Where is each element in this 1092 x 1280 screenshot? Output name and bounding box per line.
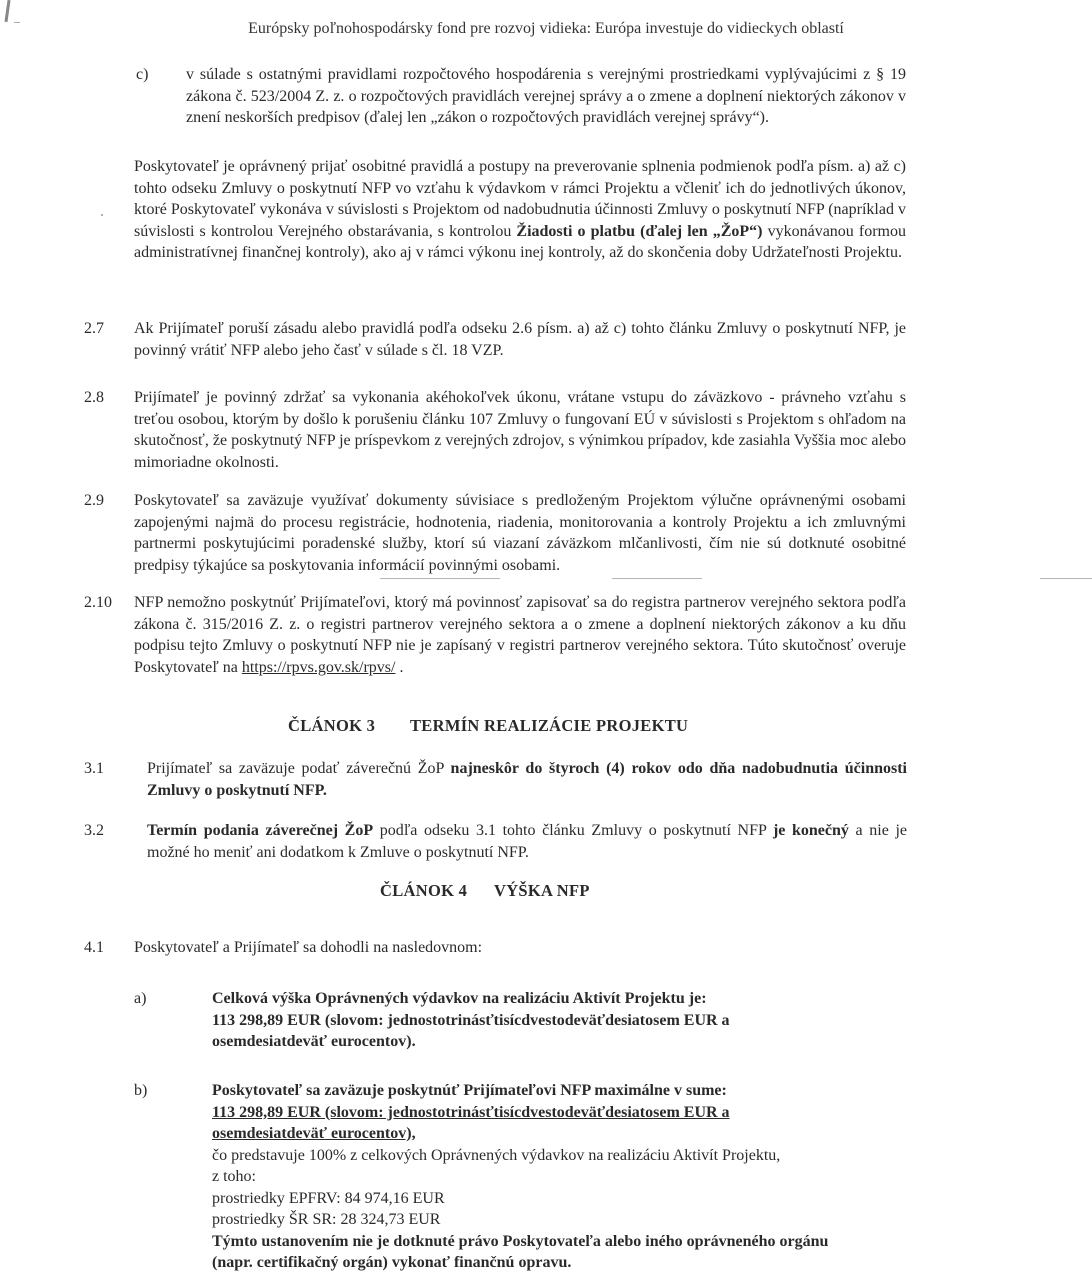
article-3-heading-number: ČLÁNOK 3	[288, 716, 376, 735]
item-a-text: Celková výška Oprávnených výdavkov na realizáciu Aktivít Projektu je: 113 298,89 EUR (slovom: jednostotrinásťtisícdvestodeväťdesiatosem EUR a osemdesiatdeväť eurocentov).	[212, 990, 730, 1050]
paragraph-2-10: NFP nemožno poskytnúť Prijímateľovi, ktorý má povinnosť zapisovať sa do registra partnerov verejného sektora podľa zákona č. 315/2016 Z. z. o registri partnerov verejného sektora a o zmene a doplnení niektorých zákonov a ku dňu podpisu tejto Zmluvy o poskytnutí NFP nie je zapísaný v registri partnerov verejného sektora. Túto skutočnosť overuje Poskytovateľ na https://rpvs.gov.sk/rpvs/ .	[134, 594, 906, 676]
paragraph-number: 3.1	[84, 760, 104, 777]
paragraph-number: 2.10	[84, 594, 112, 611]
item-b-text: Poskytovateľ sa zaväzuje poskytnúť Prijímateľovi NFP maximálne v sume: 113 298,89 EUR (slovom: jednostotrinásťtisícdvestodeväťdesiatosem EUR a osemdesiatdeväť eurocentov), čo predstavuje 100% z celkových Oprávnených výdavkov na realizáciu Aktivít Projektu, z toho: prostriedky EPFRV: 84 974,16 EUR prostriedky ŠR SR: 28 324,73 EUR Týmto ustanovením nie je dotknuté právo Poskytovateľa alebo iného oprávneného orgánu (napr. certifikačný orgán) vykonať finančnú opravu.	[212, 1082, 829, 1271]
article-4-heading-title: VÝŠKA NFP	[494, 881, 590, 900]
page-header: Európsky poľnohospodársky fond pre rozvoj vidieka: Európa investuje do vidieckych oblastí	[248, 20, 844, 37]
paragraph-4-1: Poskytovateľ a Prijímateľ sa dohodli na nasledovnom:	[134, 939, 483, 956]
paragraph-number: 2.8	[84, 389, 104, 406]
article-3-heading-title: TERMÍN REALIZÁCIE PROJEKTU	[410, 716, 689, 735]
rpvs-link[interactable]: https://rpvs.gov.sk/rpvs/	[241, 658, 396, 676]
paragraph-2-7: Ak Prijímateľ poruší zásadu alebo pravidlá podľa odseku 2.6 písm. a) až c) tohto článku Zmluvy o poskytnutí NFP, je povinný vrátiť NFP alebo jeho časť v súlade s čl. 18 VZP.	[134, 320, 906, 359]
item-c-text: v súlade s ostatnými pravidlami rozpočtového hospodárenia s verejnými prostriedkami vyplývajúcimi z § 19 zákona č. 523/2004 Z. z. o rozpočtových pravidlách verejnej správy a o zmene a doplnení niektorých zákonov v znení neskorších predpisov (ďalej len „zákon o rozpočtových pravidlách verejnej správy“).	[186, 66, 906, 126]
paragraph-number: 2.9	[84, 492, 104, 509]
paragraph-2-6-end: Poskytovateľ je oprávnený prijať osobitné pravidlá a postupy na preverovanie splnenia podmienok podľa písm. a) až c) tohto odseku Zmluvy o poskytnutí NFP vo vzťahu k výdavkom v rámci Projektu a včleniť ich do jednotlivých úkonov, ktoré Poskytovateľ vykonáva v súvislosti s Projektom od nadobudnutia účinnosti Zmluvy o poskytnutí NFP (napríklad v súvislosti s kontrolou Verejného obstarávania, s kontrolou Žiadosti o platbu (ďalej len „ŽoP“) vykonávanou formou administratívnej finančnej kontroly), ako aj v rámci výkonu inej kontroly, až do skončenia doby Udržateľnosti Projektu.	[134, 158, 906, 261]
scan-speck	[101, 214, 103, 216]
fold-line	[1040, 578, 1092, 579]
paragraph-2-8: Prijímateľ je povinný zdržať sa vykonania akéhokoľvek úkonu, vrátane vstupu do záväzkovo - právneho vzťahu s treťou osobou, ktorým by došlo k porušeniu článku 107 Zmluvy o fungovaní EÚ v súvislosti s Projektom s ohľadom na skutočnosť, že poskytnutý NFP je príspevkom z verejných zdrojov, s výnimkou prípadov, kde zasiahla Vyššia moc alebo mimoriadne okolnosti.	[134, 389, 906, 471]
fold-line	[612, 578, 702, 579]
item-label: a)	[134, 990, 147, 1007]
paragraph-number: 3.2	[84, 822, 104, 839]
item-label: b)	[134, 1082, 148, 1099]
paragraph-number: 2.7	[84, 320, 104, 337]
paragraph-number: 4.1	[84, 939, 104, 956]
article-4-heading-number: ČLÁNOK 4	[380, 881, 468, 900]
item-label: c)	[136, 66, 149, 83]
paragraph-3-1: Prijímateľ sa zaväzuje podať záverečnú ŽoP najneskôr do štyroch (4) rokov odo dňa nadobudnutia účinnosti Zmluvy o poskytnutí NFP.	[147, 760, 908, 799]
fold-line	[380, 578, 500, 579]
paragraph-3-2: Termín podania záverečnej ŽoP podľa odseku 3.1 tohto článku Zmluvy o poskytnutí NFP je konečný a nie je možné ho meniť ani dodatkom k Zmluve o poskytnutí NFP.	[147, 822, 908, 861]
paragraph-2-9: Poskytovateľ sa zaväzuje využívať dokumenty súvisiace s predloženým Projektom výlučne oprávnenými osobami zapojenými najmä do procesu registrácie, hodnotenia, riadenia, monitorovania a kontroly Projektu a ich zmluvnými partnermi poskytujúcimi poradenské služby, ktorí sú viazaní záväzkom mlčanlivosti, čím nie sú dotknuté osobitné predpisy týkajúce sa poskytovania informácií povinnými osobami.	[134, 492, 906, 574]
